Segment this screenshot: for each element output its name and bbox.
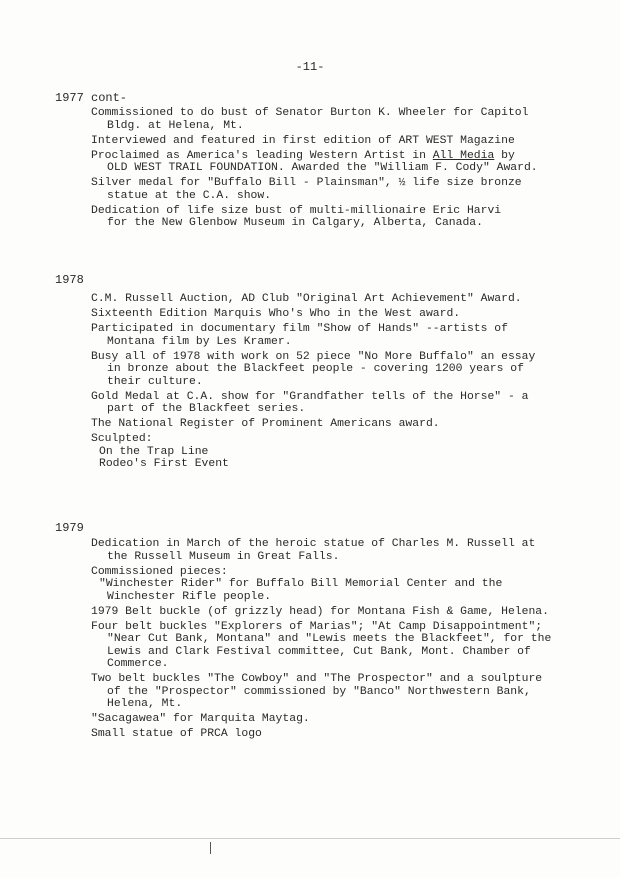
entry: [91, 107, 606, 132]
entry-continuation: OLD WEST TRAIL FOUNDATION. Awarded the "William F. Cody" Award.: [107, 162, 538, 174]
entry-continuation: Montana film by Les Kramer.: [107, 335, 292, 348]
entry-line: Two belt buckles "The Cowboy" and "The Prospector" and a soulpture: [91, 673, 543, 685]
page-edge-line: [0, 838, 620, 839]
entry-continuation: Winchester Rifle people.: [107, 590, 272, 603]
section-1979: [91, 538, 606, 743]
entry: [91, 177, 606, 202]
scan-mark: [210, 842, 211, 854]
entry-line: Commissioned pieces:: [91, 565, 228, 578]
entry-continuation: Lewis and Clark Festival committee, Cut Bank, Mont. Chamber of: [107, 645, 531, 658]
entry-continuation: statue at the C.A. show.: [107, 189, 272, 202]
entry-line: Gold Medal at C.A. show for "Grandfather tells of the Horse" - a: [91, 390, 529, 403]
entry-line: Dedication in March of the heroic statue of Charles M. Russell at: [91, 538, 536, 550]
entry-line: [91, 150, 515, 162]
sculpture-title: Rodeo's First Event: [99, 458, 229, 470]
entry-line: Sculpted:: [91, 433, 153, 445]
entry: [91, 566, 606, 604]
entry: [91, 418, 606, 431]
entry-continuation: of the "Prospector" commissioned by "Banco" Northwestern Bank,: [107, 685, 531, 698]
commission-line: "Winchester Rider" for Buffalo Bill Memorial Center and the: [99, 578, 503, 590]
entry: [91, 308, 606, 321]
entry: [91, 606, 606, 619]
entry-line: 1979 Belt buckle (of grizzly head) for Montana Fish & Game, Helena.: [91, 605, 549, 618]
entry-continuation: the Russell Museum in Great Falls.: [107, 550, 340, 563]
sculpture-title: On the Trap Line: [99, 445, 209, 458]
year-heading-1979: 1979: [55, 521, 84, 535]
entry-line: Busy all of 1978 with work on 52 piece "No More Buffalo" an essay: [91, 350, 536, 363]
entry-continuation: Bldg. at Helena, Mt.: [107, 119, 244, 132]
entry: [91, 150, 606, 175]
page-number: -11-: [295, 60, 325, 74]
entry-line: Silver medal for "Buffalo Bill - Plainsman", ½ life size bronze: [91, 177, 522, 189]
entry-line: Interviewed and featured in first edition of ART WEST Magazine: [91, 134, 515, 147]
entry: [91, 135, 606, 148]
entry-continuation: in bronze about the Blackfeet people - covering 1200 years of: [107, 363, 524, 375]
entry-line: Commissioned to do bust of Senator Burton K. Wheeler for Capitol: [91, 107, 529, 119]
entry: [91, 673, 606, 711]
entry: [91, 538, 606, 563]
entry-line: Four belt buckles "Explorers of Marias"; "At Camp Disappointment";: [91, 620, 543, 633]
section-1978: [91, 293, 606, 473]
entry: [91, 433, 606, 471]
section-1977: [91, 107, 606, 232]
entry-continuation: for the New Glenbow Museum in Calgary, Alberta, Canada.: [107, 217, 483, 229]
entry-line: "Sacagawea" for Marquita Maytag.: [91, 713, 310, 725]
entry: [91, 391, 606, 416]
entry-line: C.M. Russell Auction, AD Club "Original Art Achievement" Award.: [91, 293, 522, 305]
entry: [91, 728, 606, 741]
entry-continuation: part of the Blackfeet series.: [107, 403, 306, 415]
entry-continuation: Commerce.: [107, 658, 169, 670]
entry-continuation: Helena, Mt.: [107, 698, 183, 710]
entry-line: Small statue of PRCA logo: [91, 728, 262, 740]
entry-continuation: "Near Cut Bank, Montana" and "Lewis meets the Blackfeet", for the: [107, 633, 552, 645]
entry: [91, 713, 606, 726]
entry-continuation: their culture.: [107, 375, 203, 388]
entry: [91, 205, 606, 230]
entry-line: The National Register of Prominent Americans award.: [91, 418, 440, 430]
entry-text: Proclaimed as America's leading Western Artist in: [91, 149, 433, 162]
entry: [91, 293, 606, 306]
entry: [91, 351, 606, 389]
year-heading-1978: 1978: [55, 273, 84, 287]
entry-line: Sixteenth Edition Marquis Who's Who in the West award.: [91, 308, 461, 320]
entry: [91, 323, 606, 348]
entry: [91, 621, 606, 671]
underlined-text: All Media: [432, 149, 495, 162]
entry-text: by: [494, 149, 515, 162]
entry-line: Participated in documentary film "Show of Hands" --artists of: [91, 323, 508, 335]
year-heading-1977: 1977 cont-: [55, 91, 128, 105]
entry-line: Dedication of life size bust of multi-millionaire Eric Harvi: [91, 204, 502, 217]
